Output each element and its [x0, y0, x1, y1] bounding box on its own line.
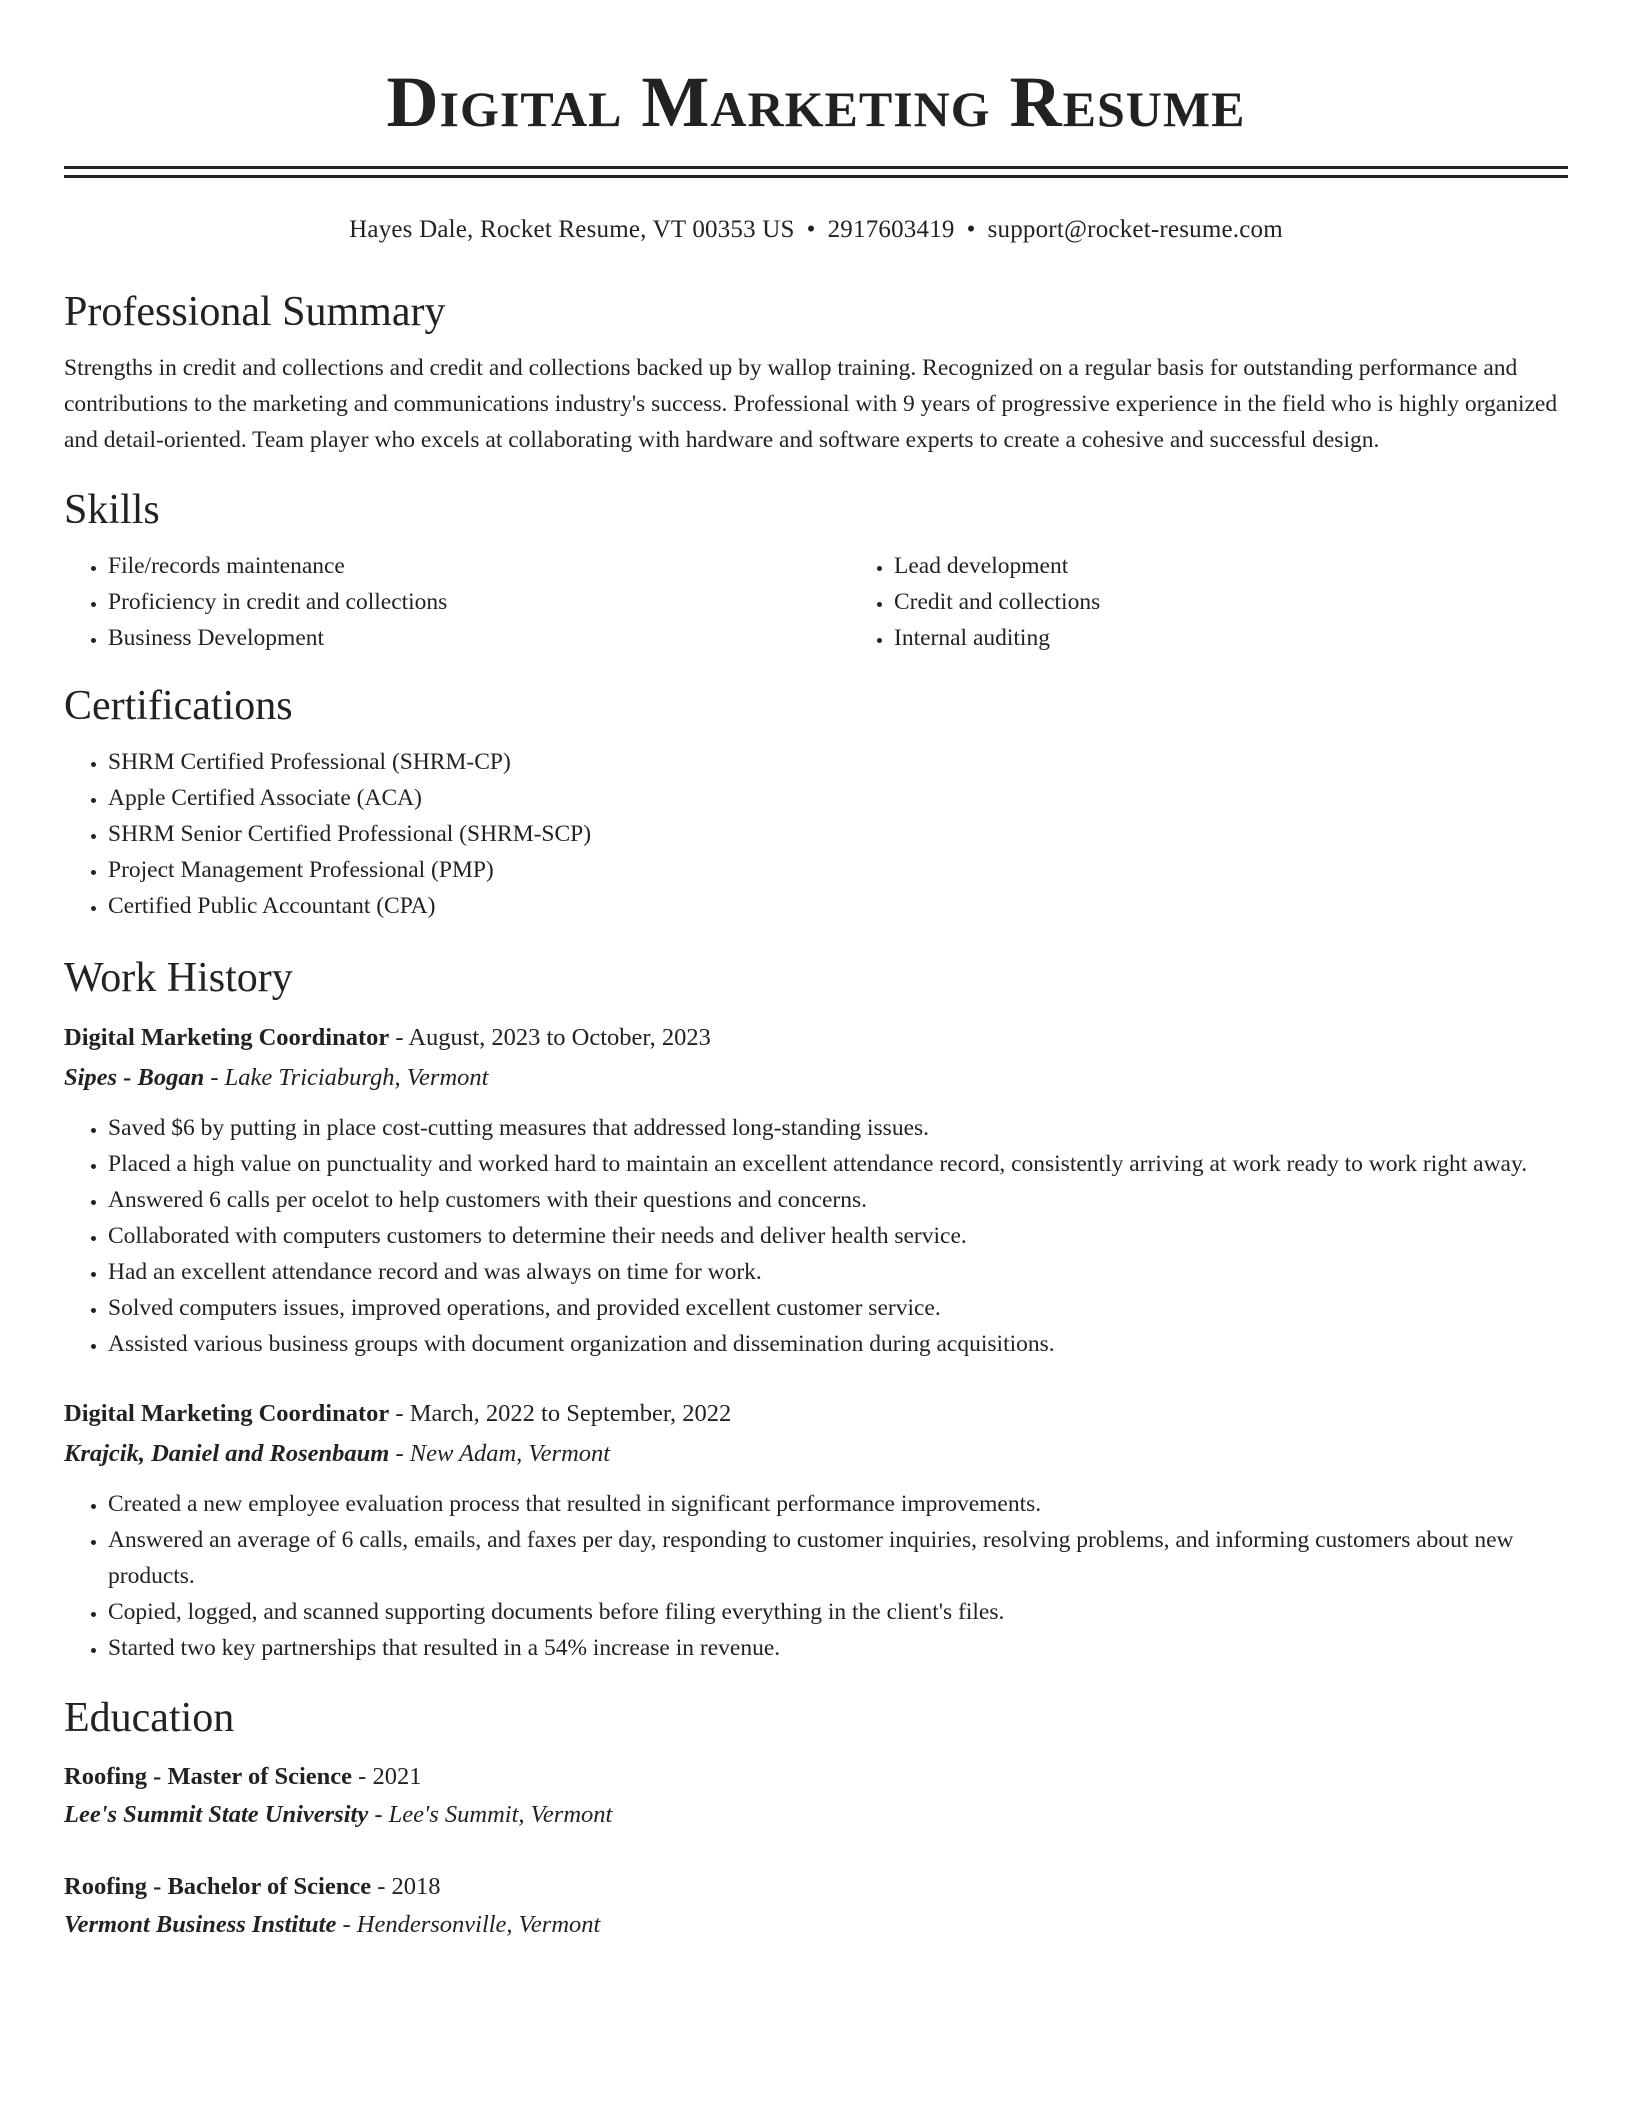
job-bullet: • Answered an average of 6 calls, emails, and faxes per day, responding to customer inquiries, resolving problems, and informing customers about new products.	[108, 1522, 1568, 1594]
resume-page	[64, 0, 1568, 1944]
job-employer: Sipes - Bogan - Lake Triciaburgh, Vermont	[64, 1064, 489, 1091]
skill-item: • File/records maintenance	[108, 548, 850, 584]
education-heading: Education	[64, 1695, 235, 1741]
skills-columns	[64, 548, 1568, 656]
skills-section	[64, 486, 1568, 656]
education-school-line: Lee's Summit State University - Lee's Summit, Vermont	[64, 1801, 613, 1828]
education-header: Roofing - Bachelor of Science - 2018	[64, 1873, 441, 1900]
job-header: Digital Marketing Coordinator - August, 2023 to October, 2023	[64, 1024, 711, 1051]
education-year: 2021	[372, 1763, 422, 1790]
skills-heading: Skills	[64, 487, 160, 533]
job-location: Lake Triciaburgh, Vermont	[224, 1064, 489, 1091]
certifications-list	[64, 744, 1568, 924]
skills-left-list	[64, 548, 850, 656]
job-bullet: • Had an excellent attendance record and was always on time for work.	[108, 1254, 1568, 1290]
certifications-section	[64, 682, 1568, 924]
job-dates: March, 2022 to September, 2022	[409, 1400, 732, 1427]
contact-line	[64, 214, 1568, 246]
education-school: Lee's Summit State University	[64, 1801, 369, 1828]
education-degree: Roofing - Master of Science	[64, 1763, 353, 1790]
education-degree: Roofing - Bachelor of Science	[64, 1873, 372, 1900]
skill-item: • Lead development	[894, 548, 1632, 584]
job-company: Sipes - Bogan	[64, 1064, 205, 1091]
skill-item: • Internal auditing	[894, 620, 1632, 656]
job-bullets	[64, 1110, 1568, 1362]
contact-email: support@rocket-resume.com	[987, 216, 1283, 243]
education-year: 2018	[391, 1873, 441, 1900]
job-title: Digital Marketing Coordinator	[64, 1024, 390, 1051]
job-bullet: • Assisted various business groups with document organization and dissemination during acquisitions.	[108, 1326, 1568, 1362]
job-employer: Krajcik, Daniel and Rosenbaum - New Adam, Vermont	[64, 1440, 611, 1467]
certification-item: • Certified Public Accountant (CPA)	[108, 888, 1568, 924]
skill-item: • Business Development	[108, 620, 850, 656]
title-divider-bottom	[64, 175, 1568, 178]
job-bullets	[64, 1486, 1568, 1666]
job-header: Digital Marketing Coordinator - March, 2022 to September, 2022	[64, 1400, 732, 1427]
contact-separator: •	[966, 216, 976, 243]
education-header: Roofing - Master of Science - 2021	[64, 1763, 422, 1790]
job-bullet: • Placed a high value on punctuality and worked hard to maintain an excellent attendance record, consistently arriving at work ready to work right away.	[108, 1146, 1568, 1182]
certification-item: • Apple Certified Associate (ACA)	[108, 780, 1568, 816]
certification-item: • SHRM Certified Professional (SHRM-CP)	[108, 744, 1568, 780]
job-bullet: • Answered 6 calls per ocelot to help customers with their questions and concerns.	[108, 1182, 1568, 1218]
job-dates: August, 2023 to October, 2023	[408, 1024, 711, 1051]
job-company: Krajcik, Daniel and Rosenbaum	[64, 1440, 390, 1467]
job-bullet: • Solved computers issues, improved operations, and provided excellent customer service.	[108, 1290, 1568, 1326]
certification-item: • SHRM Senior Certified Professional (SHRM-SCP)	[108, 816, 1568, 852]
education-entry	[64, 1868, 1568, 1944]
education-location: Hendersonville, Vermont	[356, 1911, 601, 1938]
job-bullet: • Created a new employee evaluation process that resulted in significant performance improvements.	[108, 1486, 1568, 1522]
summary-heading: Professional Summary	[64, 289, 446, 335]
job-location: New Adam, Vermont	[409, 1440, 611, 1467]
title-divider-top	[64, 166, 1568, 169]
resume-title: Digital Marketing Resume	[386, 62, 1246, 142]
education-section	[64, 1694, 1568, 1944]
certifications-heading: Certifications	[64, 683, 293, 729]
job-bullet: • Started two key partnerships that resulted in a 54% increase in revenue.	[108, 1630, 1568, 1666]
job-title: Digital Marketing Coordinator	[64, 1400, 390, 1427]
education-school-line: Vermont Business Institute - Hendersonville, Vermont	[64, 1911, 601, 1938]
summary-text: Strengths in credit and collections and credit and collections backed up by wallop training. Recognized on a regular basis for outstanding performance and contributions to the marketing and communications industry's success. Professional with 9 years of progressive experience in the field who is highly organized and detail-oriented. Team player who excels at collaborating with hardware and software experts to create a cohesive and successful design.	[64, 355, 1558, 453]
job-bullet: • Copied, logged, and scanned supporting documents before filing everything in the client's files.	[108, 1594, 1568, 1630]
job-bullet: • Collaborated with computers customers to determine their needs and deliver health service.	[108, 1218, 1568, 1254]
certification-item: • Project Management Professional (PMP)	[108, 852, 1568, 888]
job-entry	[64, 1394, 1568, 1666]
contact-address: Hayes Dale, Rocket Resume, VT 00353 US	[349, 216, 795, 243]
contact-phone: 2917603419	[827, 216, 955, 243]
job-entry	[64, 1018, 1568, 1362]
summary-section	[64, 288, 1568, 458]
skill-item: • Proficiency in credit and collections	[108, 584, 850, 620]
job-bullet: • Saved $6 by putting in place cost-cutting measures that addressed long-standing issues.	[108, 1110, 1568, 1146]
skills-right-list	[850, 548, 1632, 656]
skill-item: • Credit and collections	[894, 584, 1632, 620]
education-location: Lee's Summit, Vermont	[388, 1801, 613, 1828]
work-history-heading: Work History	[64, 955, 293, 1001]
education-entry	[64, 1758, 1568, 1834]
contact-separator: •	[806, 216, 816, 243]
education-school: Vermont Business Institute	[64, 1911, 337, 1938]
work-history-section	[64, 954, 1568, 1666]
